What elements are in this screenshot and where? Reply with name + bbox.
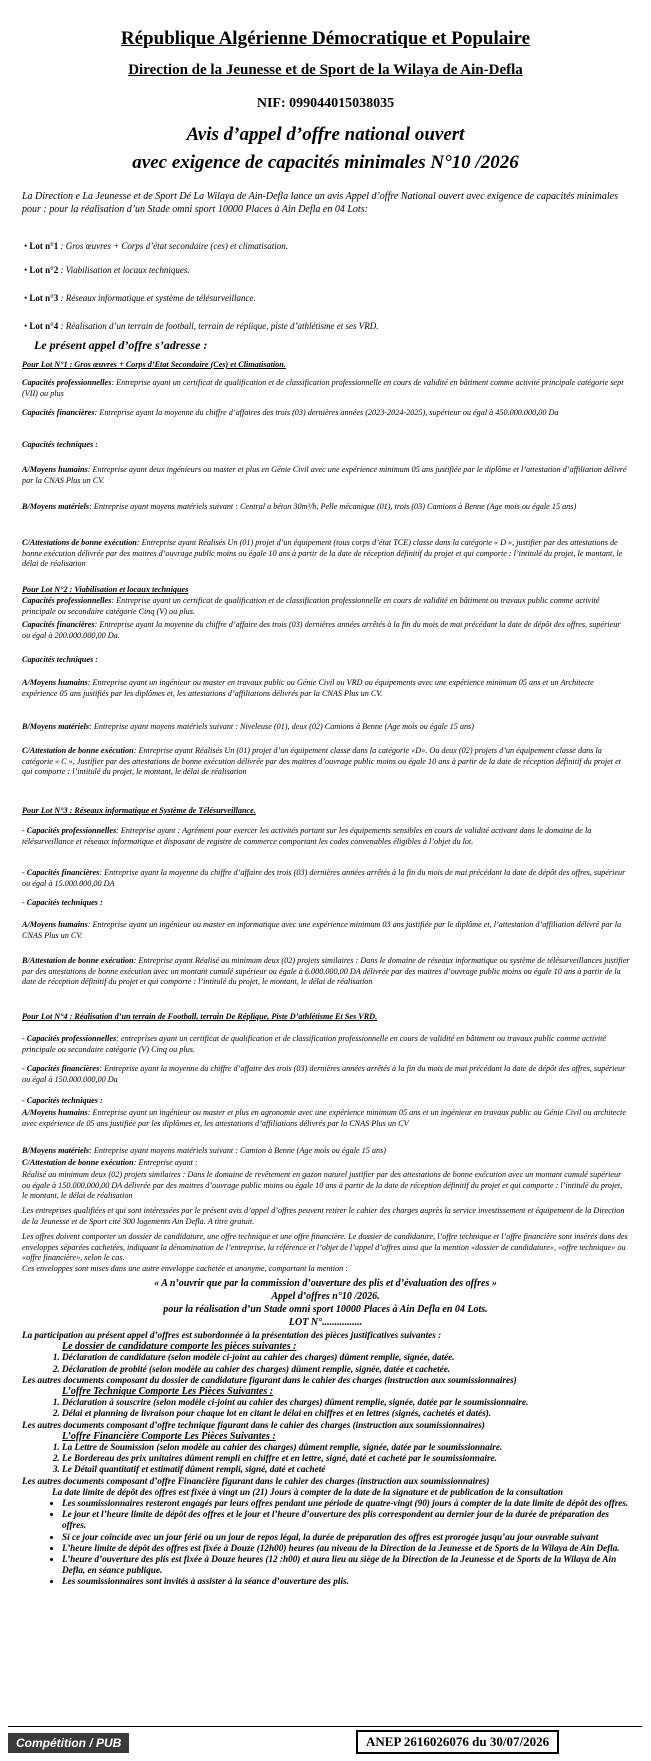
list-item: • Les soumissionnaires sont invités à assister à la séance d’ouverture des plis. <box>62 1576 634 1587</box>
lot3-human: A/Moyens humains: Entreprise ayant un ingénieur ou master en informatique avec une expérience minimum 03 ans justifiée par le diplôme et, l’attestation d’affiliation délivré par la CNAS Plus un CV. <box>22 920 622 940</box>
financial-other: Les autres documents composant d’offre Financière figurant dans le cahier des charges (instruction aux soumissionnaires) <box>22 1475 490 1486</box>
lot4-heading: Pour Lot N°4 : Réalisation d’un terrain de Football, terrain De Réplique, Piste D’athlétisme Et Ses VRD. <box>22 1012 378 1021</box>
lot2-human: A/Moyens humains: Entreprise ayant un ingénieur ou master en travaux public ou Génie Civil ou VRD ou équipements avec une expérience minimum 05 ans et un Architecte expérience 05 ans justifiés par les diplômes et, les attestations d’affiliations délivrés par la CNAS Plus un CV. <box>22 678 594 698</box>
list-item: • Si ce jour coïncide avec un jour férié ou un jour de repos légal, la durée de préparation des offres est prorogée jusqu’au jour ouvrable suivant <box>62 1532 634 1543</box>
list-item: • Le jour et l’heure limite de dépôt des offres et le jour et l’heure d’ouverture des plis correspondent au dernier jour de la durée de préparation des offres. <box>62 1509 634 1531</box>
list-item: 1. Déclaration à souscrire (selon modèle ci-joint au cahier des charges) dûment remplie, signée, datée par le soumissionnaire. <box>62 1397 634 1408</box>
technical-other: Les autres documents composant d’offre technique figurant dans le cahier des charges (instruction aux soumissionnaires) <box>22 1419 485 1430</box>
lot-item: • Lot n°3 : Réseaux informatique et système de télésurveillance. <box>24 293 256 303</box>
republic-title: République Algérienne Démocratique et Populaire <box>120 28 531 49</box>
direction-title: Direction de la Jeunesse et de Sport de la Wilaya de Ain-Defla <box>128 62 523 78</box>
lot3-professional: - Capacités professionnelles: Entreprise ayant : Agrément pour exercer les activités portant sur les équipements sensibles en cours de validité activant dans le domaine de la télésurveillance et réseaux informatique et disposant de registre de commerce comportant les codes convenables éligibles à l’objet du lot. <box>22 826 592 846</box>
candidature-other: Les autres documents composant du dossier de candidature figurant dans le cahier des charges (instruction aux soumissionnaires) <box>22 1374 517 1385</box>
lot4-financial: - Capacités financières: Entreprise ayant la moyenne du chiffre d’affaire des trois (03) dernières années arrêtés à la fin du mois de mai précédant la date de dépôt des offres, supérieur ou égal à 150.000.000,00 Da <box>22 1064 626 1084</box>
category-badge: Compétition / PUB <box>8 1733 129 1753</box>
lot1-technical: Capacités techniques : <box>22 440 98 449</box>
list-item: • L’heure limite de dépôt des offres est fixée à Douze (12h00) heures (au niveau de la Direction de la Jeunesse et de Sports de la Wilaya de Ain Defla. <box>62 1543 634 1554</box>
notice-subtitle: avec exigence de capacités minimales N°10 /2026 <box>132 152 519 173</box>
deadline-paragraph: La date limite de dépôt des offres est fixée à vingt un (21) Jours à compter de la date de la signature et de publication de la consultation <box>52 1486 563 1497</box>
lot2-technical: Capacités techniques : <box>22 655 98 664</box>
lot3-heading: Pour Lot N°3 : Réseaux informatique et Système de Télésurveillance. <box>22 806 256 815</box>
lot4-professional: - Capacités professionnelles: entreprises ayant un certificat de qualification et de classification professionnelle en cours de validité en bâtiment ou travaux public comme activité principale ou secondaire catégorie (V) Cinq ou plus. <box>22 1034 607 1054</box>
list-item: • Les soumissionnaires resteront engagés par leurs offres pendant une période de quatre-vingt (90) jours à compter de la date limite de dépôt des offres. <box>62 1498 634 1509</box>
technical-offer-heading: L’offre Technique Comporte Les Pièces Suivantes : <box>62 1386 274 1398</box>
intro-paragraph: La Direction e La Jeunesse et de Sport Dé La Wilaya de Ain-Defla lance un avis Appel d’offre National ouvert avec exigence de capacités minimales pour : pour la réalisation d’un Stade omni sport 10000 Places à Ain Defla en 04 Lots: <box>22 191 618 215</box>
withdraw-paragraph: Les entreprises qualifiées et qui sont intéressées par le présent avis d’appel d’offres peuvent retirer le cahier des charges auprès la service investissement et équipement de la Direction de la Jeunesse et de Sport cité 300 logements Ain Defla. A titre gratuit. <box>22 1206 625 1226</box>
lot-number-line: LOT N°................ <box>288 1317 363 1328</box>
lot-item: • Lot n°1 : Gros œuvres + Corps d’état secondaire (ces) et climatisation. <box>24 241 289 251</box>
list-item: 1. Déclaration de candidature (selon modèle ci-joint au cahier des charges) dûment remplie, signée, datée. <box>62 1352 634 1363</box>
offers-paragraph: Les offres doivent comporter un dossier de candidature, une offre technique et une offre financière. Le dossier de candidature, l’offre technique et l’offre financière sont insérés dans des enveloppes séparées cachetées, indiquant la dénomination de l’entreprise, la référence et l’objet de l’appel d’offres ainsi que la mention «dossier de candidature», «offre technique» ou «offre financière», selon le cas. <box>22 1232 628 1263</box>
notice-title: Avis d’appel d’offre national ouvert <box>186 124 465 145</box>
lot1-material: B/Moyens matériels: Entreprise ayant moyens matériels suivant : Central a béton 30m³/h, Pelle mécanique (01), trois (03) Camions à Benne (Age mois ou égale 15 ans) <box>22 502 577 511</box>
lot4-technical: - Capacités techniques : <box>22 1096 103 1105</box>
lot3-technical: - Capacités techniques : <box>22 898 103 907</box>
lot2-material: B/Moyens matériels: Entreprise ayant moyens matériels suivant : Niveleuse (01), deux (02) Camions à Benne (Age mois ou égale 15 ans) <box>22 722 474 731</box>
lot3-attestation: B/Attestation de bonne exécution: Entreprise ayant Réalisé au minimum deux (02) projets similaires : Dans le domaine de réseaux informatique ou système de télésurveillances justifier par des attestations de bonne exécution avec un montant cumulé supérieur ou égale à 6.000.000,00 DA délivrée par des maitres d’ouvrage public moins ou égale 10 ans à partir de la date de réception définitif du projet et qui comporte : l’intitulé du projet, le montant, le délai de réalisation <box>22 956 630 987</box>
tender-object: pour la réalisation d’un Stade omni sport 10000 Places à Ain Defla en 04 Lots. <box>163 1304 488 1315</box>
requirements-section <box>22 1330 634 1588</box>
list-item: 1. La Lettre de Soumission (selon modèle au cahier des charges) dûment remplie, signée, datée par le soumissionnaire. <box>62 1442 634 1453</box>
lot4-human: A/Moyens humains: Entreprise ayant un ingénieur ou master et plus en agronomie avec une expérience minimum 05 ans et un ingénieur en travaux public ou Génie Civil ou architecte avec expérience de 05 ans justifiée par les diplômes et, les attestations d’affiliations délivrés par la CNAS Plus un CV <box>22 1108 626 1128</box>
footer-divider <box>8 1726 642 1727</box>
candidature-heading: Le dossier de candidature comporte les pièces suivantes : <box>62 1341 297 1353</box>
lot-item: • Lot n°4 : Réalisation d’un terrain de football, terrain de réplique, piste d’athlétisme et ses VRD. <box>24 321 379 331</box>
lot3-financial: - Capacités financières: Entreprise ayant la moyenne du chiffre d’affaire des trois (03) dernières années arrêtés à la fin du mois de mai précédant la date de dépôt des offres, supérieur ou égal à 15.000.000,00 DA <box>22 868 626 888</box>
lot2-financial: Capacités financières: Entreprise ayant la moyenne du chiffre d’affaire des trois (03) dernières années arrêtés à la fin du mois de mai précédant la date de dépôt des offres, supérieur ou égal à 200.000.000,00 Da. <box>22 620 621 640</box>
nif-number: NIF: 099044015038035 <box>256 96 395 111</box>
list-item: 3. Le Détail quantitatif et estimatif dûment rempli, signé, daté et cacheté <box>62 1464 634 1475</box>
lot4-attestation: C/Attestation de bonne exécution: Entreprise ayant : <box>22 1158 198 1167</box>
list-item: 2. Le Bordereau des prix unitaires dûment rempli en chiffre et en lettre, signé, daté et cacheté par le soumissionnaire. <box>62 1453 634 1464</box>
list-item: 2. Déclaration de probité (selon modèle au cahier des charges) dûment remplie, signée, datée et cachetée. <box>62 1364 634 1375</box>
lot1-professional: Capacités professionnelles: Entreprise ayant un certificat de qualification et de classification professionnelle en cours de validité en bâtiment comme activité principale catégorie sept (VII) ou plus <box>22 378 624 398</box>
lot2-attestation: C/Attestation de bonne exécution: Entreprise ayant Réalisés Un (01) projet d’un équipement classe dans la catégorie «D». Ou deux (02) projets d’un équipement classe dans la catégorie « C », Justifier par des attestations de bonne exécution délivrée par des maitres d’ouvrage public moins ou égale 10 ans à partir de la date de réception définitif du projet et qui comporte : l’intitulé du projet, le montant, le délai de réalisation <box>22 746 622 777</box>
lot4-material: B/Moyens matériels: Entreprise ayant moyens matériels suivant : Camion à Benne (Age mois ou égale 15 ans) <box>22 1146 386 1155</box>
lot2-professional: Capacités professionnelles: Entreprise ayant un certificat de qualification et de classification professionnelle en cours de validité en bâtiment ou travaux public comme activité principale ou secondaire catégorie Cinq (V) ou plus. <box>22 596 600 616</box>
lot4-attestation-detail: Réalisé au minimum deux (02) projets similaires : Dans le domaine de revêtement en gazon naturel justifier par des attestations de bonne exécution avec un montant cumulé supérieur ou égale à 150.000.000,00 DA délivrée par des maitres d’ouvrage public moins ou égale 10 ans à partir de la date de réception définitif du projet et qui comporte : l’intitulé du projet, le montant, le délai de réalisation <box>22 1170 623 1201</box>
envelope-paragraph: Ces enveloppes sont mises dans une autre enveloppe cachetée et anonyme, comportant la mention : <box>22 1264 348 1273</box>
lot1-human: A/Moyens humains: Entreprise ayant deux ingénieurs ou master et plus en Génie Civil avec une expérience minimum 05 ans justifiée par le diplôme et l’attestation d’affiliation délivré par la CNAS Plus un CV. <box>22 465 627 485</box>
anep-reference: ANEP 2616026076 du 30/07/2026 <box>356 1730 559 1754</box>
envelope-mention: « A n’ouvrir que par la commission d’ouverture des plis et d’évaluation des offres » <box>154 1278 497 1289</box>
lot2-heading: Pour Lot N°2 : Viabilisation et locaux techniques <box>22 585 189 594</box>
list-item: • L’heure d’ouverture des plis est fixée à Douze heures (12 :h00) et aura lieu au siège de la Direction de la Jeunesse et de Sports de la Wilaya de Ain Defla, en séance publique. <box>62 1554 634 1576</box>
list-item: 2. Délai et planning de livraison pour chaque lot en citant le délai en chiffres et en lettres (signés, cachetés et datés). <box>62 1408 634 1419</box>
lot1-financial: Capacités financières: Entreprise ayant la moyenne du chiffre d’affaires des trois (03) dernières années (2023-2024-2025), supérieur ou égal à 450.000.000,00 Da <box>22 408 559 417</box>
participation-line: La participation au présent appel d’offres est subordonnée à la présentation des pièces justificatives suivantes : <box>22 1330 442 1340</box>
lot-item: • Lot n°2 : Viabilisation et locaux techniques. <box>24 265 190 275</box>
lot1-attestation: C/Attestations de bonne exécution: Entreprise ayant Réalisés Un (01) projet d’un équipement (tous corps d’état TCE) classe dans la catégorie « D », justifier par des attestations de bonne exécution délivrée par des maitres d’ouvrage public moins ou égale 10 ans à partir de la date de réception définitif du projet et qui comporte : l’intitulé du projet, le montant, le délai de réalisation <box>22 538 623 569</box>
financial-offer-heading: L’offre Financière Comporte Les Pièces Suivantes : <box>62 1430 276 1442</box>
lot1-heading: Pour Lot N°1 : Gros œuvres + Corps d’Etat Secondaire (Ces) et Climatisation. <box>22 360 286 369</box>
tender-reference: Appel d’offres n°10 /2026. <box>271 1291 380 1302</box>
addressee-heading: Le présent appel d’offre s’adresse : <box>34 338 208 352</box>
